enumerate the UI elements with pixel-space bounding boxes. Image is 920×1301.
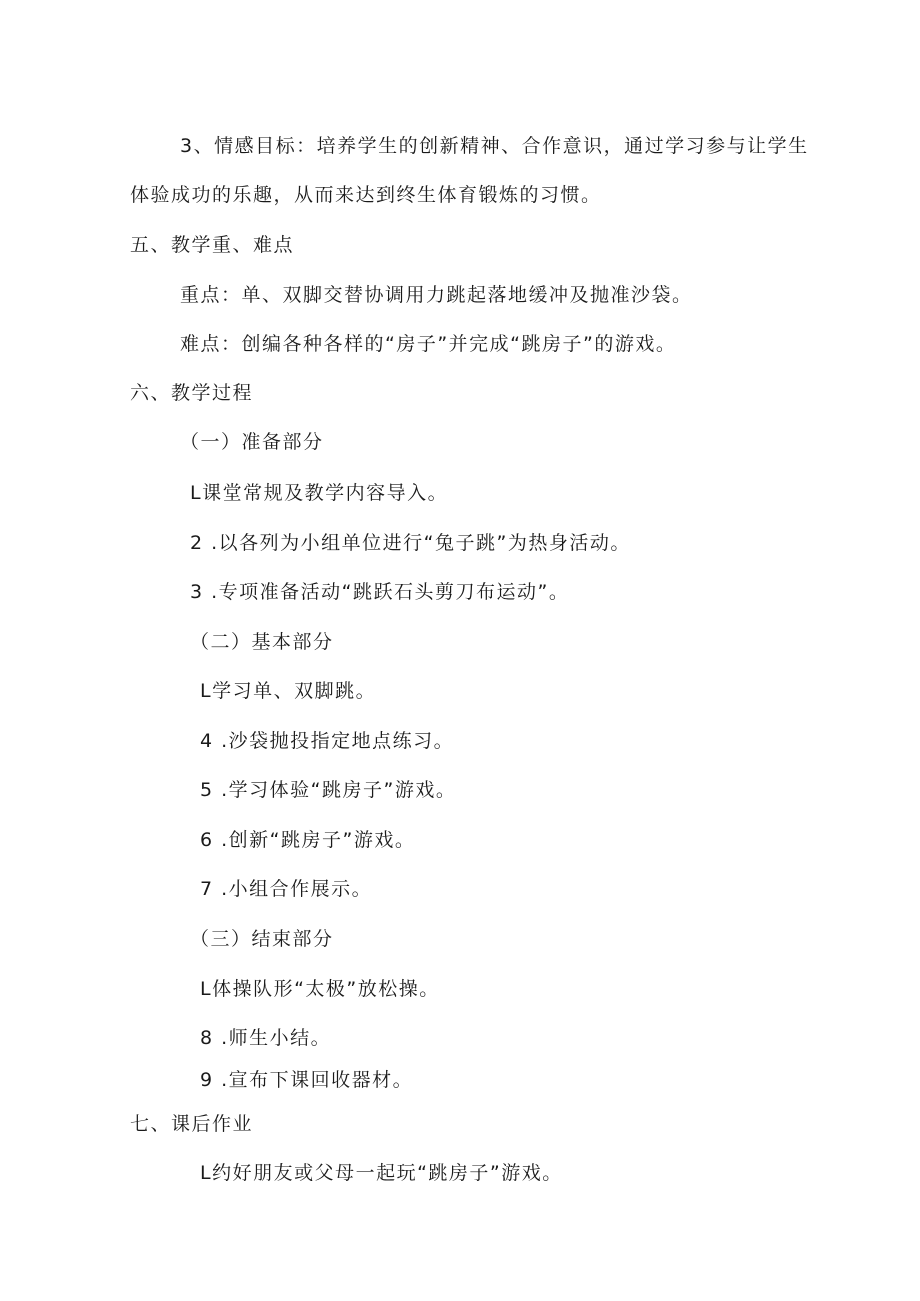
difficulty-text: 难点：创编各种各样的“房子”并完成“跳房子”的游戏。	[180, 333, 677, 355]
list-item: L体操队形“太极”放松操。	[200, 978, 440, 1000]
list-item: 8 .师生小结。	[200, 1027, 332, 1049]
list-item: 6 .创新“跳房子”游戏。	[200, 829, 416, 851]
list-item: L约好朋友或父母一起玩“跳房子”游戏。	[200, 1162, 563, 1184]
goal-item-3-line-1: 3、情感目标：培养学生的创新精神、合作意识，通过学习参与让学生	[180, 135, 809, 157]
list-item: 5 .学习体验“跳房子”游戏。	[200, 779, 457, 801]
list-item: 2 .以各列为小组单位进行“兔子跳”为热身活动。	[190, 532, 631, 554]
list-item: L课堂常规及教学内容导入。	[190, 482, 449, 504]
list-item: 3 .专项准备活动“跳跃石头剪刀布运动”。	[190, 581, 570, 603]
section-5-heading: 五、教学重、难点	[130, 234, 295, 256]
part-2-heading: （二）基本部分	[190, 631, 334, 653]
part-1-heading: （一）准备部分	[180, 431, 324, 453]
list-item: 4 .沙袋抛投指定地点练习。	[200, 730, 455, 752]
section-6-heading: 六、教学过程	[130, 382, 254, 404]
list-item: 7 .小组合作展示。	[200, 878, 373, 900]
list-item: 9 .宣布下课回收器材。	[200, 1069, 414, 1091]
list-item: L学习单、双脚跳。	[200, 680, 377, 702]
part-3-heading: （三）结束部分	[190, 928, 334, 950]
goal-item-3-line-2: 体验成功的乐趣，从而来达到终生体育锻炼的习惯。	[130, 184, 602, 206]
section-7-heading: 七、课后作业	[130, 1113, 254, 1135]
key-point-text: 重点：单、双脚交替协调用力跳起落地缓冲及抛准沙袋。	[180, 284, 693, 306]
